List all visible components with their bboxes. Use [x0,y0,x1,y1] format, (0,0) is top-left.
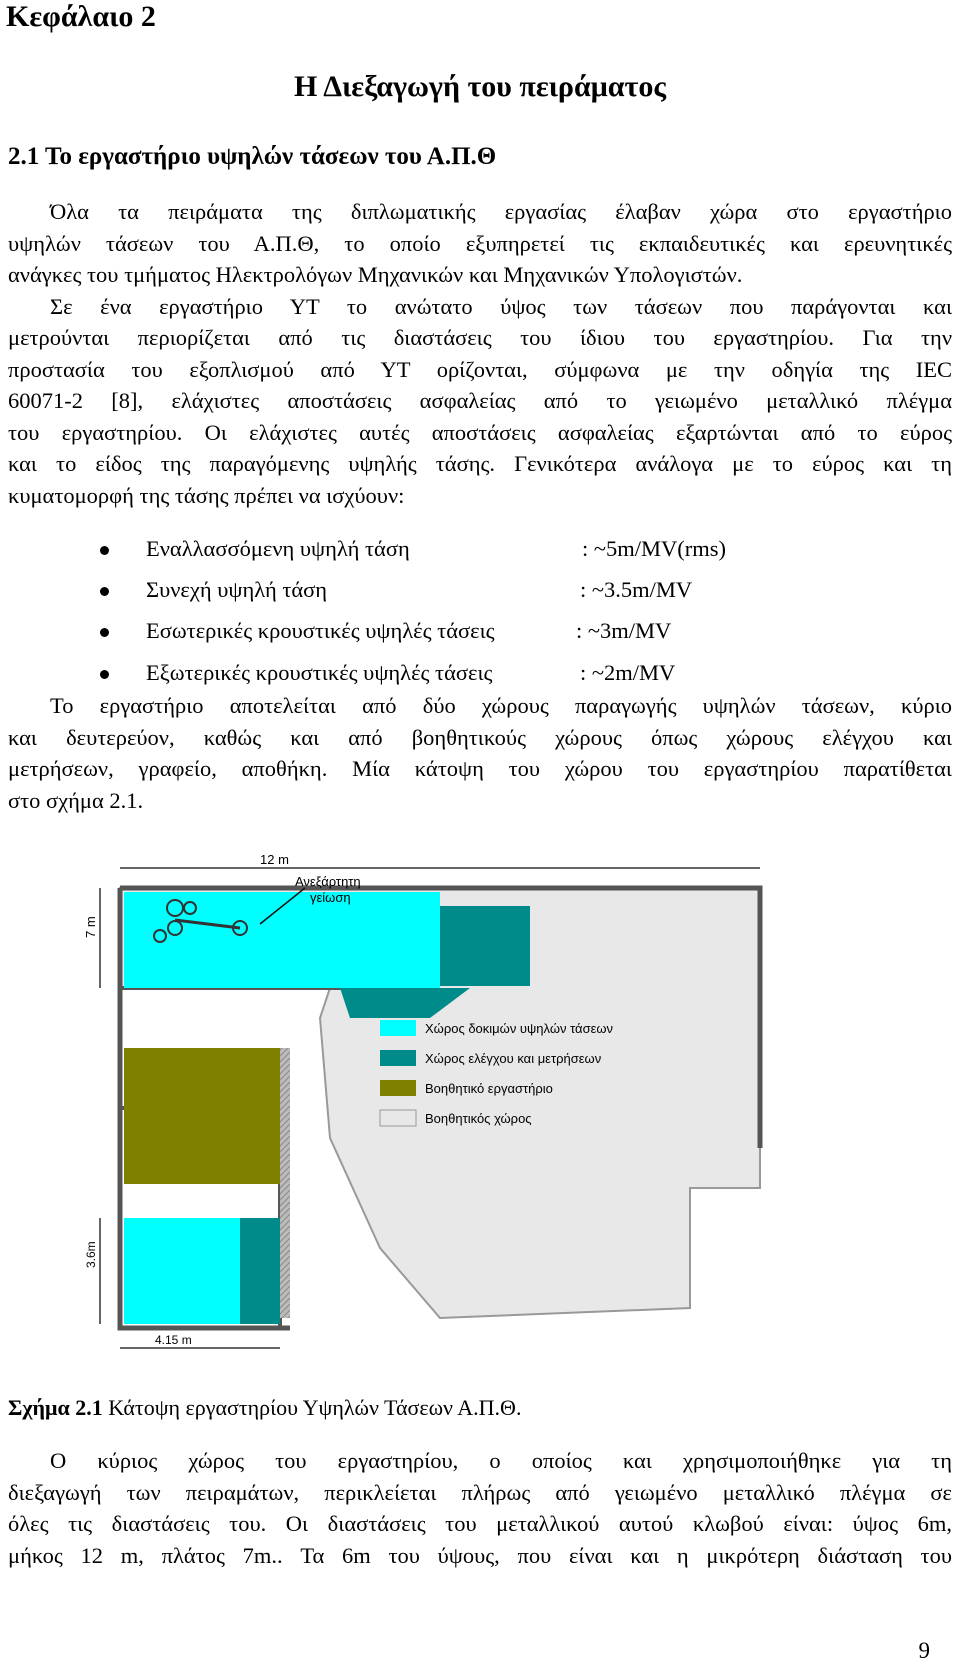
paragraph-line: Ο κύριος χώρος του εργαστηρίου, ο οποίος και χρησιμοποιήθηκε για τη [50,1448,952,1473]
paragraph-3 [8,1445,952,1571]
legend-label: Χώρος δοκιμών υψηλών τάσεων [425,1021,614,1036]
paragraph-line: Το εργαστήριο αποτελείται από δύο χώρους παραγωγής υψηλών τάσεων, κύριο [50,693,952,718]
figure-caption [8,1395,521,1421]
bullet-dot [100,628,109,637]
paragraph-1 [8,196,952,511]
control-room-small [240,1218,280,1324]
ground-label: γείωση [310,890,351,905]
bullet-dot [100,670,109,679]
legend-label: Χώρος ελέγχου και μετρήσεων [425,1051,602,1066]
paragraph-line: στο σχήμα 2.1. [8,787,144,813]
legend-swatch [380,1020,416,1036]
caption-label: Σχήμα 2.1 [8,1395,103,1420]
bullet-label: Εξωτερικές κρουστικές υψηλές τάσεις [146,660,493,685]
paragraph-line: υψηλών τάσεων του Α.Π.Θ, το οποίο εξυπηρετεί τις εκπαιδευτικές και ερευνητικές [8,230,952,256]
paragraph-line: μήκος 12 m, πλάτος 7m.. Τα 6m του ύψους, που είναι και η μικρότερη διάσταση του [8,1542,952,1568]
dimension-width-label: 12 m [260,852,289,867]
chapter-title: Η Διεξαγωγή του πειράματος [294,70,666,103]
caption-text: Κάτοψη εργαστηρίου Υψηλών Τάσεων Α.Π.Θ. [102,1395,522,1420]
paragraph-line: του εργαστηρίου. Οι ελάχιστες αυτές αποστάσεις ασφαλείας εξαρτώνται από το εύρος [8,419,952,445]
paragraph-line: μετρήσεων, γραφείο, αποθήκη. Μία κάτοψη του χώρου του εργαστηρίου παρατίθεται [8,756,952,781]
paragraph-line: και το είδος της παραγόμενης υψηλής τάσης. Γενικότερα ανάλογα με το εύρος και τη [8,451,952,476]
paragraph-line: Σε ένα εργαστήριο ΥΤ το ανώτατο ύψος των τάσεων που παράγονται και [50,293,952,319]
paragraph-line: Όλα τα πειράματα της διπλωματικής εργασίας έλαβαν χώρα στο εργαστήριο [50,199,952,224]
paragraph-2 [8,690,952,816]
bullet-value: : ~3m/MV [576,618,672,643]
bullet-value: : ~3.5m/MV [580,577,693,602]
auxiliary-lab [124,1048,280,1184]
legend-swatch [380,1050,416,1066]
page-number: 9 [918,1638,930,1663]
hv-test-area-small [124,1218,244,1324]
bullet-label: Εναλλασσόμενη υψηλή τάση [146,536,410,561]
paragraph-line: κυματομορφή της τάσης πρέπει να ισχύουν: [8,482,405,508]
paragraph-line: μετρούνται περιορίζεται από τις διαστάσεις του ίδιου του εργαστηρίου. Για την [8,325,952,350]
bullet-value: : ~2m/MV [580,660,676,685]
legend-swatch [380,1110,416,1126]
chapter-heading: Κεφάλαιο 2 [6,0,156,33]
bullet-label: Εσωτερικές κρουστικές υψηλές τάσεις [146,618,495,643]
bullet-label: Συνεχή υψηλή τάση [146,577,328,602]
dimension-height-label: 7 m [83,916,98,938]
paragraph-line: προστασία του εξοπλισμού από ΥΤ ορίζονται, σύμφωνα με την οδηγία της IEC [8,356,952,382]
legend-label: Βοηθητικό εργαστήριο [425,1081,553,1096]
legend-swatch [380,1080,416,1096]
dimension-small-width-label: 4.15 m [155,1333,192,1347]
paragraph-line: 60071-2 [8], ελάχιστες αποστάσεις ασφαλείας από το γειωμένο μεταλλικό πλέγμα [8,388,952,413]
paragraph-line: όλες τις διαστάσεις του. Οι διαστάσεις του μεταλλικού αυτού κλωβού είναι: ύψος 6m, [8,1511,952,1536]
wall-strip [280,1048,290,1318]
bullet-value: : ~5m/MV(rms) [582,536,727,561]
lab-floor-plan [80,848,800,1368]
dimension-small-height-label: 3.6m [84,1241,98,1268]
bullet-dot [100,546,109,555]
ground-label: Ανεξάρτητη [295,874,361,889]
control-room [440,906,530,986]
paragraph-line: και δευτερεύον, καθώς και από βοηθητικούς χώρους όπως χώρους ελέγχου και [8,724,952,750]
section-heading: 2.1 Το εργαστήριο υψηλών τάσεων του Α.Π.Θ [8,143,497,170]
paragraph-line: διεξαγωγή των πειραμάτων, περικλείεται πλήρως από γειωμένο μεταλλικό πλέγμα σε [8,1479,952,1505]
bullet-dot [100,587,109,596]
legend-label: Βοηθητικός χώρος [425,1111,532,1126]
paragraph-line: ανάγκες του τμήματος Ηλεκτρολόγων Μηχανικών και Μηχανικών Υπολογιστών. [8,262,743,287]
